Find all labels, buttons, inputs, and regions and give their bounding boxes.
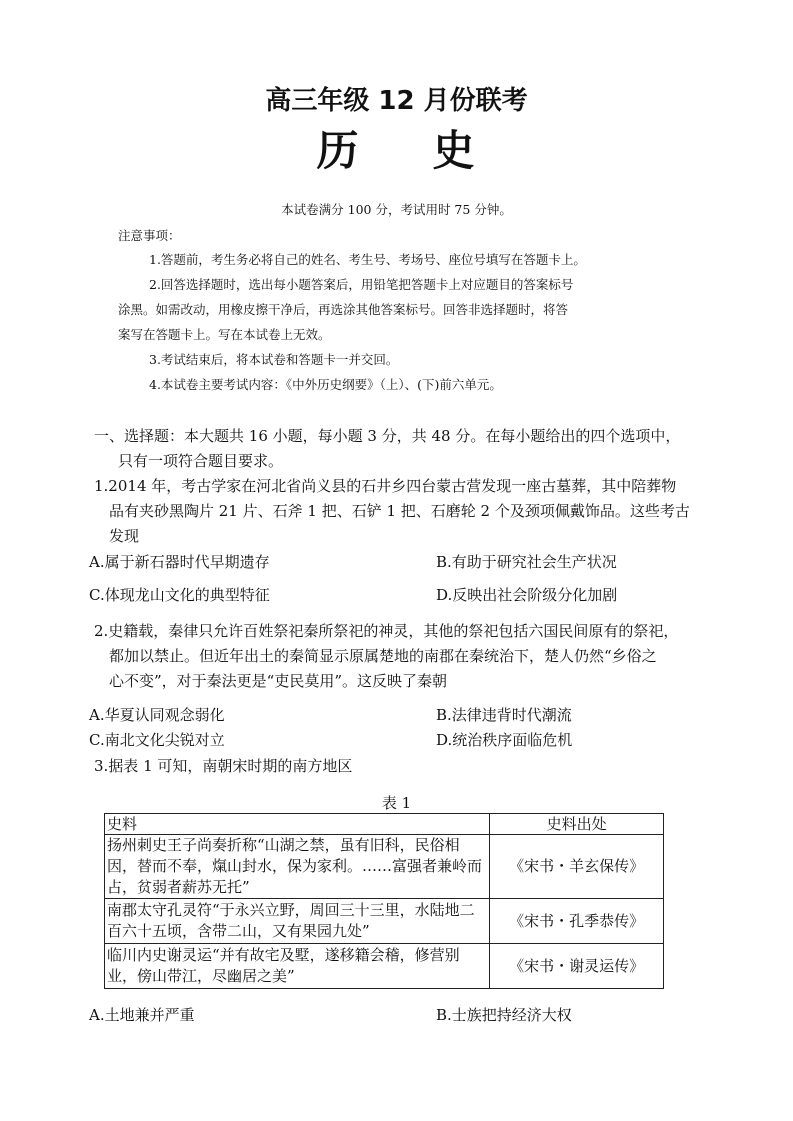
question-1-line-1: 1.2014 年，考古学家在河北省尚义县的石井乡四台蒙古营发现一座古墓葬，其中陪葬物: [94, 477, 677, 495]
question-3-option-a: A.土地兼并严重: [89, 1006, 195, 1024]
table-cell-source: 《宋书・谢灵运传》: [490, 944, 664, 989]
question-3-stem: 3.据表 1 可知，南朝宋时期的南方地区: [94, 757, 353, 775]
question-1-option-b: B.有助于研究社会生产状况: [436, 553, 617, 571]
question-2-line-2: 都加以禁止。但近年出土的秦简显示原属楚地的南郡在秦统治下，楚人仍然“乡俗之: [109, 647, 657, 665]
table-cell-text: 扬州刺史王子尚奏折称“山湖之禁，虽有旧科，民俗相因，替而不奉，熂山封水，保为家利。……富强者兼岭而占，贫弱者薪苏无托”: [105, 835, 490, 899]
subject-right-char: 史: [432, 126, 477, 175]
notice-item-2-line-1: 2.回答选择题时，选出每小题答案后，用铅笔把答题卡上对应题目的答案标号: [149, 277, 574, 292]
question-2-option-b: B.法律违背时代潮流: [436, 706, 572, 724]
notice-item-1: 1.答题前，考生务必将自己的姓名、考生号、考场号、座位号填写在答题卡上。: [149, 252, 586, 267]
table-row: [105, 835, 664, 899]
question-1-line-3: 发现: [109, 527, 140, 545]
notice-item-4: 4.本试卷主要考试内容：《中外历史纲要》（上）、(下)前六单元。: [149, 377, 502, 392]
question-1-option-c: C.体现龙山文化的典型特征: [89, 586, 270, 604]
table-cell-text: 南郡太守孔灵符“于永兴立野，周回三十三里，水陆地二百六十五顷，含带二山，又有果园九处”: [105, 899, 490, 944]
source-table: [104, 813, 664, 989]
question-2-option-a: A.华夏认同观念弱化: [89, 706, 225, 724]
table-row: [105, 899, 664, 944]
question-2-line-3: 心不变”，对于秦法更是“吏民莫用”。这反映了秦朝: [109, 672, 448, 690]
section-heading-line-1: 一、选择题：本大题共 16 小题，每小题 3 分，共 48 分。在每小题给出的四个选项中，: [94, 427, 681, 445]
exam-title: 高三年级 12 月份联考: [265, 86, 528, 116]
question-1-option-d: D.反映出社会阶级分化加剧: [436, 586, 618, 604]
question-2-line-1: 2.史籍载，秦律只允许百姓祭祀秦所祭祀的神灵，其他的祭祀包括六国民间原有的祭祀，: [94, 622, 679, 640]
table-header-text: 史料: [105, 814, 490, 835]
table-row: [105, 944, 664, 989]
question-3-option-b: B.士族把持经济大权: [436, 1006, 572, 1024]
table-cell-text: 临川内史谢灵运“并有故宅及墅，遂移籍会稽，修营别业，傍山带江，尽幽居之美”: [105, 944, 490, 989]
subject-left-char: 历: [316, 126, 361, 175]
table-cell-source: 《宋书・孔季恭传》: [490, 899, 664, 944]
notice-item-3: 3.考试结束后，将本试卷和答题卡一并交回。: [149, 352, 399, 367]
notice-item-2-line-3: 案写在答题卡上。写在本试卷上无效。: [118, 327, 331, 342]
notice-item-2-line-2: 涂黑。如需改动，用橡皮擦干净后，再选涂其他答案标号。回答非选择题时，将答: [118, 302, 569, 317]
question-1-option-a: A.属于新石器时代早期遗存: [89, 553, 270, 571]
table-caption: 表 1: [381, 794, 412, 812]
table-header-row: [105, 814, 664, 835]
table-header-source: 史料出处: [490, 814, 664, 835]
notice-heading: 注意事项：: [118, 228, 181, 243]
table-cell-source: 《宋书・羊玄保传》: [490, 835, 664, 899]
section-heading-line-2: 只有一项符合题目要求。: [118, 452, 284, 470]
question-1-line-2: 品有夹砂黑陶片 21 片、石斧 1 把、石铲 1 把、石磨轮 2 个及颈项佩戴饰品。这些考古: [109, 502, 690, 520]
question-2-option-d: D.统治秩序面临危机: [436, 731, 573, 749]
subject-title: [0, 118, 793, 178]
exam-info: 本试卷满分 100 分，考试用时 75 分钟。: [281, 202, 512, 217]
question-2-option-c: C.南北文化尖锐对立: [89, 731, 225, 749]
